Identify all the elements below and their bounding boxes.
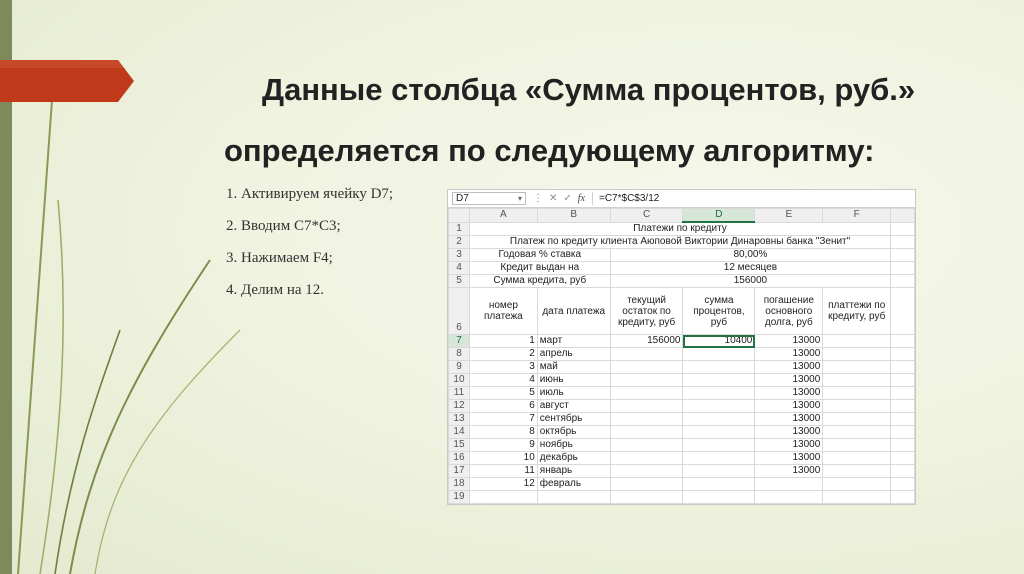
slide-title-line2: определяется по следующему алгоритму: xyxy=(224,133,875,168)
payment-cell[interactable] xyxy=(823,478,891,491)
cell[interactable] xyxy=(891,374,915,387)
table-row xyxy=(449,236,915,249)
balance-cell[interactable] xyxy=(610,426,683,439)
row-header[interactable]: 7 xyxy=(449,335,470,348)
interest-cell[interactable] xyxy=(683,465,755,478)
interest-cell[interactable] xyxy=(683,387,755,400)
table-row xyxy=(449,400,915,413)
cell[interactable] xyxy=(891,387,915,400)
payment-date-cell[interactable]: ноябрь xyxy=(537,439,610,452)
row-header[interactable]: 19 xyxy=(449,491,470,504)
client-cell[interactable]: Платеж по кредиту клиента Аюповой Виктории Динаровны банка "Зенит" xyxy=(469,236,890,249)
payment-date-cell[interactable]: май xyxy=(537,361,610,374)
principal-cell[interactable]: 13000 xyxy=(755,374,823,387)
header-cell[interactable]: сумма процентов, руб xyxy=(683,288,755,335)
interest-cell[interactable] xyxy=(683,478,755,491)
payment-cell[interactable] xyxy=(823,348,891,361)
interest-cell[interactable] xyxy=(683,452,755,465)
cell[interactable] xyxy=(891,335,915,348)
cell[interactable] xyxy=(891,465,915,478)
payment-date-cell[interactable]: сентябрь xyxy=(537,413,610,426)
table-header-row xyxy=(449,288,915,335)
payment-number-cell[interactable]: 12 xyxy=(469,478,537,491)
cell[interactable] xyxy=(891,400,915,413)
column-header[interactable] xyxy=(891,209,915,223)
formula-input[interactable]: =C7*$C$3/12 xyxy=(592,192,915,205)
cell[interactable] xyxy=(891,236,915,249)
table-row xyxy=(449,222,915,236)
balance-cell[interactable] xyxy=(610,452,683,465)
payment-date-cell[interactable]: апрель xyxy=(537,348,610,361)
step-item: 4. Делим на 12. xyxy=(226,282,325,298)
cancel-icon[interactable]: ✕ xyxy=(549,193,558,204)
payment-cell[interactable] xyxy=(823,413,891,426)
interest-cell[interactable] xyxy=(683,400,755,413)
payment-number-cell[interactable]: 8 xyxy=(469,426,537,439)
balance-cell[interactable] xyxy=(610,361,683,374)
cell[interactable] xyxy=(823,491,891,504)
column-header[interactable]: B xyxy=(537,209,610,223)
row-header[interactable]: 16 xyxy=(449,452,470,465)
cell[interactable] xyxy=(891,491,915,504)
row-header[interactable]: 2 xyxy=(449,236,470,249)
principal-cell[interactable]: 13000 xyxy=(755,387,823,400)
payment-date-cell[interactable]: февраль xyxy=(537,478,610,491)
cell[interactable] xyxy=(891,348,915,361)
sheet-title-cell[interactable]: Платежи по кредиту xyxy=(469,222,890,236)
principal-cell[interactable]: 13000 xyxy=(755,465,823,478)
row-header[interactable]: 14 xyxy=(449,426,470,439)
payment-number-cell[interactable]: 9 xyxy=(469,439,537,452)
row-header[interactable]: 6 xyxy=(449,288,470,335)
payment-date-cell[interactable]: январь xyxy=(537,465,610,478)
balance-cell[interactable] xyxy=(610,478,683,491)
principal-cell[interactable]: 13000 xyxy=(755,361,823,374)
row-header[interactable]: 17 xyxy=(449,465,470,478)
red-arrow-banner xyxy=(0,60,140,102)
cell[interactable] xyxy=(891,262,915,275)
row-header[interactable]: 3 xyxy=(449,249,470,262)
step-item: 2. Вводим С7*С3; xyxy=(226,218,341,234)
payment-number-cell[interactable]: 4 xyxy=(469,374,537,387)
principal-cell[interactable]: 13000 xyxy=(755,426,823,439)
enter-icon[interactable]: ✓ xyxy=(563,193,572,204)
payment-cell[interactable] xyxy=(823,374,891,387)
cell[interactable] xyxy=(891,249,915,262)
payment-cell[interactable] xyxy=(823,452,891,465)
cell[interactable] xyxy=(891,478,915,491)
row-header[interactable]: 15 xyxy=(449,439,470,452)
payment-cell[interactable] xyxy=(823,387,891,400)
table-row xyxy=(449,335,915,348)
payment-cell[interactable] xyxy=(823,335,891,348)
row-header[interactable]: 12 xyxy=(449,400,470,413)
row-header[interactable]: 1 xyxy=(449,222,470,236)
formula-bar xyxy=(448,190,915,208)
cell[interactable] xyxy=(683,491,755,504)
payment-date-cell[interactable]: декабрь xyxy=(537,452,610,465)
column-header[interactable]: A xyxy=(469,209,537,223)
cell[interactable] xyxy=(891,361,915,374)
steps-list xyxy=(226,184,436,312)
payment-date-cell[interactable]: июль xyxy=(537,387,610,400)
payment-date-cell[interactable]: октябрь xyxy=(537,426,610,439)
payment-cell[interactable] xyxy=(823,426,891,439)
table-row xyxy=(449,387,915,400)
cell[interactable] xyxy=(469,491,537,504)
payment-cell[interactable] xyxy=(823,361,891,374)
table-row xyxy=(449,262,915,275)
payment-number-cell[interactable]: 6 xyxy=(469,400,537,413)
payment-date-cell[interactable]: март xyxy=(537,335,610,348)
payment-cell[interactable] xyxy=(823,400,891,413)
rate-value-cell[interactable]: 80,00% xyxy=(610,249,890,262)
name-box[interactable] xyxy=(452,192,526,205)
active-cell-d7[interactable]: 10400 xyxy=(683,335,755,348)
row-header[interactable]: 13 xyxy=(449,413,470,426)
interest-cell[interactable] xyxy=(683,361,755,374)
table-row xyxy=(449,478,915,491)
payment-number-cell[interactable]: 11 xyxy=(469,465,537,478)
term-label-cell[interactable]: Кредит выдан на xyxy=(469,262,610,275)
cell[interactable] xyxy=(891,413,915,426)
table-row xyxy=(449,348,915,361)
table-row xyxy=(449,361,915,374)
payment-cell[interactable] xyxy=(823,439,891,452)
payment-date-cell[interactable]: июнь xyxy=(537,374,610,387)
name-box-value: D7 xyxy=(456,193,469,204)
slide-title-line1: Данные столбца «Сумма процентов, руб.» xyxy=(262,72,916,107)
interest-cell[interactable] xyxy=(683,426,755,439)
step-item: 3. Нажимаем F4; xyxy=(226,250,333,266)
cell[interactable] xyxy=(610,491,683,504)
balance-cell[interactable] xyxy=(610,374,683,387)
cell[interactable] xyxy=(891,288,915,335)
cell[interactable] xyxy=(891,452,915,465)
balance-cell[interactable] xyxy=(610,400,683,413)
spreadsheet-screenshot xyxy=(447,189,916,505)
row-header[interactable]: 4 xyxy=(449,262,470,275)
balance-cell[interactable] xyxy=(610,439,683,452)
step-item: 1. Активируем ячейку D7; xyxy=(226,186,394,202)
table-row xyxy=(449,439,915,452)
balance-cell[interactable] xyxy=(610,387,683,400)
payment-number-cell[interactable]: 10 xyxy=(469,452,537,465)
cell[interactable] xyxy=(891,439,915,452)
principal-cell[interactable]: 13000 xyxy=(755,439,823,452)
row-header[interactable]: 11 xyxy=(449,387,470,400)
column-header[interactable]: D xyxy=(683,209,755,223)
row-header[interactable]: 10 xyxy=(449,374,470,387)
principal-cell[interactable]: 13000 xyxy=(755,400,823,413)
balance-cell[interactable] xyxy=(610,465,683,478)
balance-cell[interactable] xyxy=(610,348,683,361)
table-row xyxy=(449,491,915,504)
payment-cell[interactable] xyxy=(823,465,891,478)
more-options-icon: ⋮ xyxy=(533,193,543,204)
principal-cell[interactable]: 13000 xyxy=(755,335,823,348)
header-cell[interactable]: номер платежа xyxy=(469,288,537,335)
header-cell[interactable]: дата платежа xyxy=(537,288,610,335)
rate-label-cell[interactable]: Годовая % ставка xyxy=(469,249,610,262)
payment-number-cell[interactable]: 3 xyxy=(469,361,537,374)
select-all-corner[interactable] xyxy=(449,209,470,223)
amount-value-cell[interactable]: 156000 xyxy=(610,275,890,288)
principal-cell[interactable]: 13000 xyxy=(755,348,823,361)
sheet-grid xyxy=(448,208,915,504)
row-header[interactable]: 5 xyxy=(449,275,470,288)
table-row xyxy=(449,374,915,387)
amount-label-cell[interactable]: Сумма кредита, руб xyxy=(469,275,610,288)
header-cell[interactable]: платтежи по кредиту, руб xyxy=(823,288,891,335)
cell[interactable] xyxy=(891,222,915,236)
balance-cell[interactable] xyxy=(610,413,683,426)
table-row xyxy=(449,413,915,426)
principal-cell[interactable]: 13000 xyxy=(755,452,823,465)
interest-cell[interactable] xyxy=(683,348,755,361)
principal-cell[interactable]: 13000 xyxy=(755,413,823,426)
cell[interactable] xyxy=(891,426,915,439)
row-header[interactable]: 18 xyxy=(449,478,470,491)
column-header-row xyxy=(449,209,915,223)
payment-number-cell[interactable]: 7 xyxy=(469,413,537,426)
table-row xyxy=(449,452,915,465)
balance-cell[interactable]: 156000 xyxy=(610,335,683,348)
row-header[interactable]: 9 xyxy=(449,361,470,374)
payment-number-cell[interactable]: 1 xyxy=(469,335,537,348)
table-row xyxy=(449,275,915,288)
payment-number-cell[interactable]: 2 xyxy=(469,348,537,361)
header-cell[interactable]: погашение основного долга, руб xyxy=(755,288,823,335)
table-row xyxy=(449,426,915,439)
term-value-cell[interactable]: 12 месяцев xyxy=(610,262,890,275)
cell[interactable] xyxy=(537,491,610,504)
column-header[interactable]: E xyxy=(755,209,823,223)
payment-number-cell[interactable]: 5 xyxy=(469,387,537,400)
insert-function-icon[interactable]: fx xyxy=(577,193,585,204)
header-cell[interactable]: текущий остаток по кредиту, руб xyxy=(610,288,683,335)
column-header[interactable]: C xyxy=(610,209,683,223)
interest-cell[interactable] xyxy=(683,439,755,452)
row-header[interactable]: 8 xyxy=(449,348,470,361)
table-row xyxy=(449,249,915,262)
interest-cell[interactable] xyxy=(683,374,755,387)
interest-cell[interactable] xyxy=(683,413,755,426)
chevron-down-icon[interactable]: ▾ xyxy=(517,194,522,203)
payment-date-cell[interactable]: август xyxy=(537,400,610,413)
cell[interactable] xyxy=(891,275,915,288)
column-header[interactable]: F xyxy=(823,209,891,223)
table-row xyxy=(449,465,915,478)
cell[interactable] xyxy=(755,491,823,504)
principal-cell[interactable] xyxy=(755,478,823,491)
